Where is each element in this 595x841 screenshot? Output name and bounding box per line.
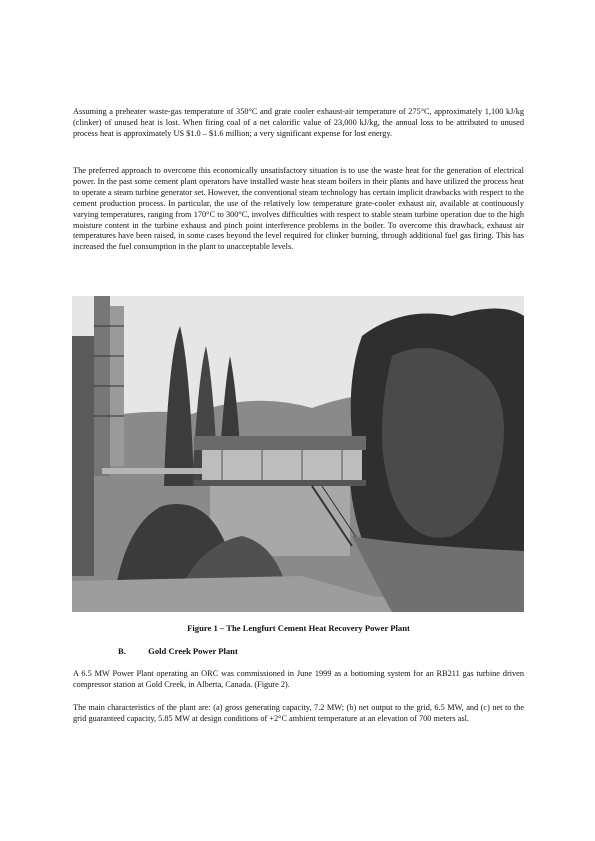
section-heading [118,646,238,656]
figure-photo-power-plant [72,296,524,612]
paragraph-gold-creek-intro: A 6.5 MW Power Plant operating an ORC was commissioned in June 1999 as a bottoming system for an RB211 gas turbine driven compressor station at Gold Creek, in Alberta, Canada. (Figure 2). [73,669,524,689]
paragraph-waste-heat-approach: The preferred approach to overcome this economically unsatisfactory situation is to use the waste heat for the generation of electrical power. In the past some cement plant operators have installed waste heat steam boilers in their plants and have utilized the process heat to operate a steam turbine generator set. However, the conventional steam technology has certain implicit drawbacks with respect to the cement production process. In particular, the use of the relatively low temperature grate-cooler exhaust air, available at continuously varying temperatures, ranging from 170°C to 300°C, involves difficulties with respect to stable steam turbine operation due to the high moisture content in the turbine exhaust and pinch point interference problems in the boiler. To overcome this drawback, exhaust air temperatures have been raised, in some cases beyond the level required for clinker burning, through additional fuel gas firing. This has increased the fuel consumption in the plant to unacceptable levels. [73,166,524,252]
section-number: B. [118,646,126,656]
section-title: Gold Creek Power Plant [148,646,238,656]
paragraph-heat-loss: Assuming a preheater waste-gas temperature of 350°C and grate cooler exhaust-air temperature of 275°C, approximately 1,100 kJ/kg (clinker) of unused heat is lost. When firing coal of a net calorific value of 23,000 kJ/kg, the annual loss to be attributed to unused process heat is approximately US $1.0 – $1.6 million; a very significant expense for lost energy. [73,107,524,138]
paragraph-plant-characteristics: The main characteristics of the plant are: (a) gross generating capacity, 7.2 MW; (b) net output to the grid, 6.5 MW, and (c) net to the grid guaranteed capacity, 5.85 MW at design conditions of +2°C ambient temperature at an elevation of 700 meters asl. [73,703,524,723]
figure-caption: Figure 1 – The Lengfurt Cement Heat Recovery Power Plant [187,623,410,633]
